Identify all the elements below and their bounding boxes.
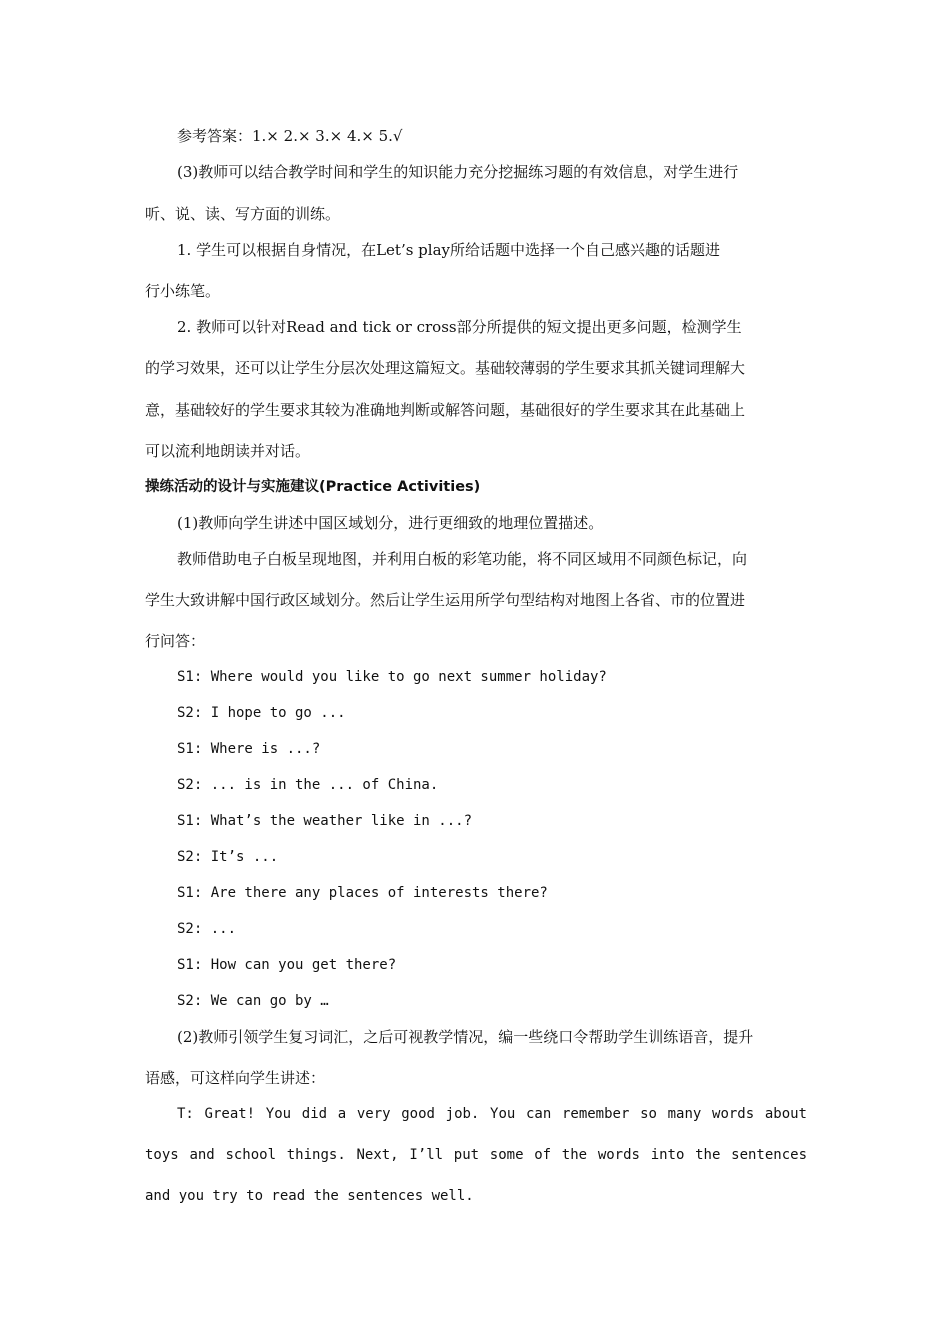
dialogue-line: S2: We can go by … xyxy=(177,993,329,1009)
activity1-title: (1)教师向学生讲述中国区域划分，进行更细致的地理位置描述。 xyxy=(177,514,604,532)
item3-line2: 听、说、读、写方面的训练。 xyxy=(145,205,341,223)
point2-line3: 意，基础较好的学生要求其较为准确地判断或解答问题，基础很好的学生要求其在此基础上 xyxy=(145,401,746,419)
activity2-line2: 语感，可这样向学生讲述： xyxy=(145,1069,326,1087)
activity1-line1: 教师借助电子白板呈现地图，并利用白板的彩笔功能，将不同区域用不同颜色标记，向 xyxy=(177,550,748,568)
teacher-speech-line1: T: Great! You did a very good job. You can remember so many words about xyxy=(177,1106,807,1122)
activity1-line3: 行问答： xyxy=(145,632,206,650)
point1-line2: 行小练笔。 xyxy=(145,282,221,300)
dialogue-line: S2: It’s ... xyxy=(177,849,279,865)
dialogue-line: S1: Where is ...? xyxy=(177,741,321,757)
teacher-speech-line3: and you try to read the sentences well. xyxy=(145,1188,474,1204)
dialogue-line: S1: Are there any places of interests there? xyxy=(177,885,548,901)
point2-line4: 可以流利地朗读并对话。 xyxy=(145,442,311,460)
point2-line2: 的学习效果，还可以让学生分层次处理这篇短文。基础较薄弱的学生要求其抓关键词理解大 xyxy=(145,359,746,377)
dialogue-line: S2: ... is in the ... of China. xyxy=(177,777,439,793)
point2-line1: 2. 教师可以针对Read and tick or cross部分所提供的短文提出更多问题，检测学生 xyxy=(177,318,742,336)
dialogue-line: S2: I hope to go ... xyxy=(177,705,346,721)
item3-line1: (3)教师可以结合教学时间和学生的知识能力充分挖掘练习题的有效信息，对学生进行 xyxy=(177,163,739,181)
dialogue-line: S1: What’s the weather like in ...? xyxy=(177,813,473,829)
point1-line1: 1. 学生可以根据自身情况，在Let’s play所给话题中选择一个自己感兴趣的话题进 xyxy=(177,241,720,259)
section-heading: 操练活动的设计与实施建议(Practice Activities) xyxy=(145,479,481,495)
activity1-line2: 学生大致讲解中国行政区域划分。然后让学生运用所学句型结构对地图上各省、市的位置进 xyxy=(145,591,746,609)
activity2-line1: (2)教师引领学生复习词汇，之后可视教学情况，编一些绕口令帮助学生训练语音，提升 xyxy=(177,1028,754,1046)
teacher-speech-line2: toys and school things. Next, I’ll put some of the words into the sentences xyxy=(145,1147,807,1163)
answer-key: 参考答案：1.× 2.× 3.× 4.× 5.√ xyxy=(177,127,403,145)
dialogue-line: S2: ... xyxy=(177,921,237,937)
dialogue-line: S1: How can you get there? xyxy=(177,957,397,973)
dialogue-line: S1: Where would you like to go next summer holiday? xyxy=(177,669,607,685)
